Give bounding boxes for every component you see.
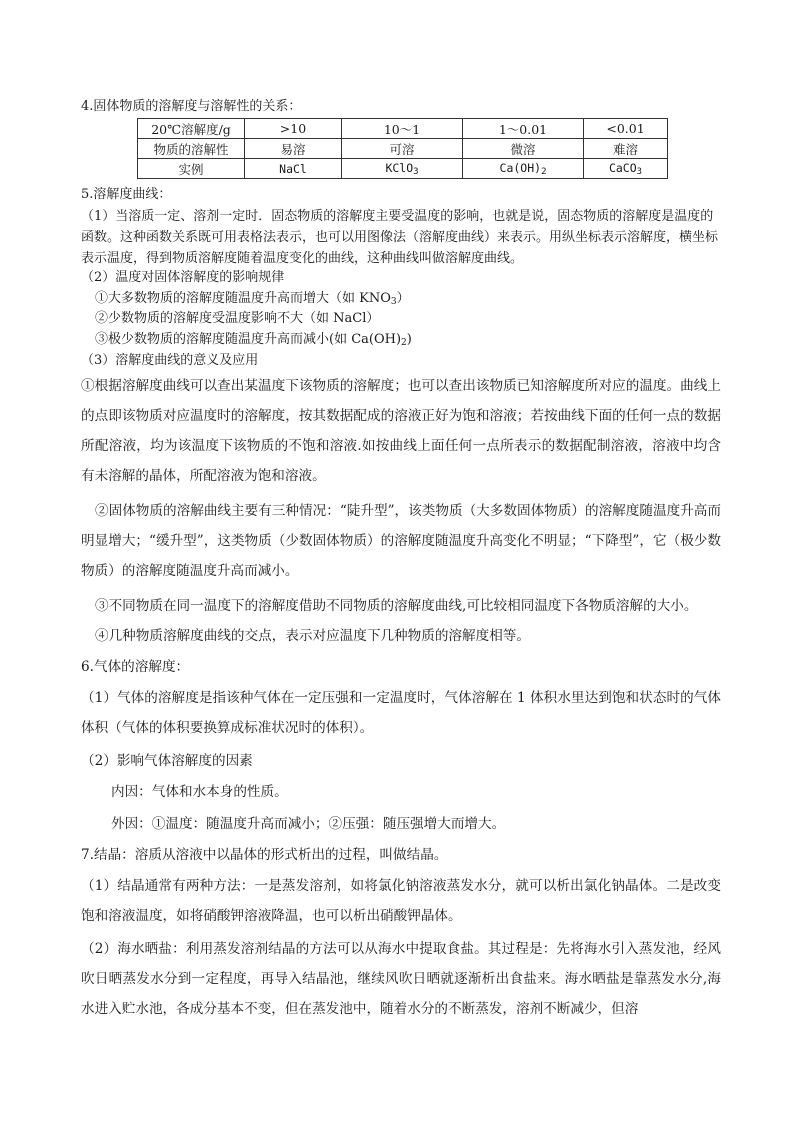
paragraph: ①根据溶解度曲线可以查出某温度下该物质的溶解度；也可以查出该物质已知溶解度所对应的温度。曲线上的点即该物质对应温度时的溶解度，按其数据配成的溶液正好为饱和溶液；若按曲线下面的任何一点的数据所配溶液，均为该温度下该物质的不饱和溶液.如按曲线上面任何一点所表示的数据配制溶液，溶液中均含有未溶解的晶体，所配溶液为饱和溶液。 [81,378,721,484]
rule-item: ③极少数物质的溶解度随温度升高而减小(如 $Ca(OH)_2$) [95,332,412,348]
table-cell: >10 [245,119,342,139]
solubility-table [137,118,668,179]
paragraph: （1）气体的溶解度是指该种气体在一定压强和一定温度时，气体溶解在 1 体积水里达到饱和状态时的气体体积（气体的体积要换算成标准状况时的体积）。 [81,690,721,736]
subsection-title: （3）溶解度曲线的意义及应用 [81,353,259,368]
paragraph: ④几种物质溶解度曲线的交点，表示对应温度下几种物质的溶解度相等。 [95,628,530,644]
paragraph: （1）结晶通常有两种方法：一是蒸发溶剂，如将氯化钠溶液蒸发水分，就可以析出氯化钠晶体。二是改变饱和溶液温度，如将硝酸钾溶液降温，也可以析出硝酸钾晶体。 [81,878,721,924]
table-row [138,159,668,179]
table-cell: NaCl [245,159,342,179]
section-7-title: 7.结晶：溶质从溶液中以晶体的形式析出的过程，叫做结晶。 [81,847,448,863]
subsection-title: （2）温度对固体溶解度的影响规律 [81,270,285,285]
table-cell: 可溶 [342,139,463,159]
table-row [138,139,668,159]
table-cell: 10～1 [342,119,463,139]
rule-item: ②少数物质的溶解度受温度影响不大（如 NaCl） [95,311,380,326]
table-cell: 难溶 [584,139,668,159]
section-4-title: 4.固体物质的溶解度与溶解性的关系： [81,99,302,114]
paragraph: 内因：气体和水本身的性质。 [111,784,288,800]
table-cell: 20℃溶解度/g [138,119,245,139]
paragraph: ②固体物质的溶解曲线主要有三种情况：“陡升型”，该类物质（大多数固体物质）的溶解度随温度升高而明显增大；“缓升型”，这类物质（少数固体物质）的溶解度随温度升高变化不明显；“下降型”，它（极少数物质）的溶解度随温度升高而减小。 [81,503,721,579]
table-cell: $Ca(OH)_2$ [463,159,584,179]
table-cell: 微溶 [463,139,584,159]
paragraph: （1）当溶质一定、溶剂一定时．固态物质的溶解度主要受温度的影响，也就是说，固态物质的溶解度是温度的函数。这种函数关系既可用表格法表示，也可以用图像法（溶解度曲线）来表示。用纵坐标表示溶解度，横坐标表示温度，得到物质溶解度随着温度变化的曲线，这种曲线叫做溶解度曲线。 [81,209,719,266]
table-cell: CaCO$_3$ [584,159,668,179]
table-cell: 易溶 [245,139,342,159]
table-cell: 实例 [138,159,245,179]
paragraph: ③不同物质在同一温度下的溶解度借助不同物质的溶解度曲线,可比较相同温度下各物质溶解的大小。 [95,598,698,614]
paragraph: （2）海水晒盐：利用蒸发溶剂结晶的方法可以从海水中提取食盐。其过程是：先将海水引入蒸发池，经风吹日晒蒸发水分到一定程度，再导入结晶池，继续风吹日晒就逐渐析出食盐来。海水晒盐是靠蒸发水分,海水进入贮水池，各成分基本不变，但在蒸发池中，随着水分的不断蒸发，溶剂不断减少，但溶 [81,941,721,1017]
rule-item: ①大多数物质的溶解度随温度升高而增大（如 $KNO_3$） [95,291,410,307]
table-cell: KClO$_3$ [342,159,463,179]
table-row [138,119,668,139]
subsection-title: （2）影响气体溶解度的因素 [81,753,253,769]
table-cell: <0.01 [584,119,668,139]
table-cell: 1～0.01 [463,119,584,139]
paragraph: 外因：①温度：随温度升高而减小；②压强：随压强增大而增大。 [111,816,506,832]
table-cell: 物质的溶解性 [138,139,245,159]
section-6-title: 6.气体的溶解度： [81,659,190,675]
section-5-title: 5.溶解度曲线： [81,187,172,202]
